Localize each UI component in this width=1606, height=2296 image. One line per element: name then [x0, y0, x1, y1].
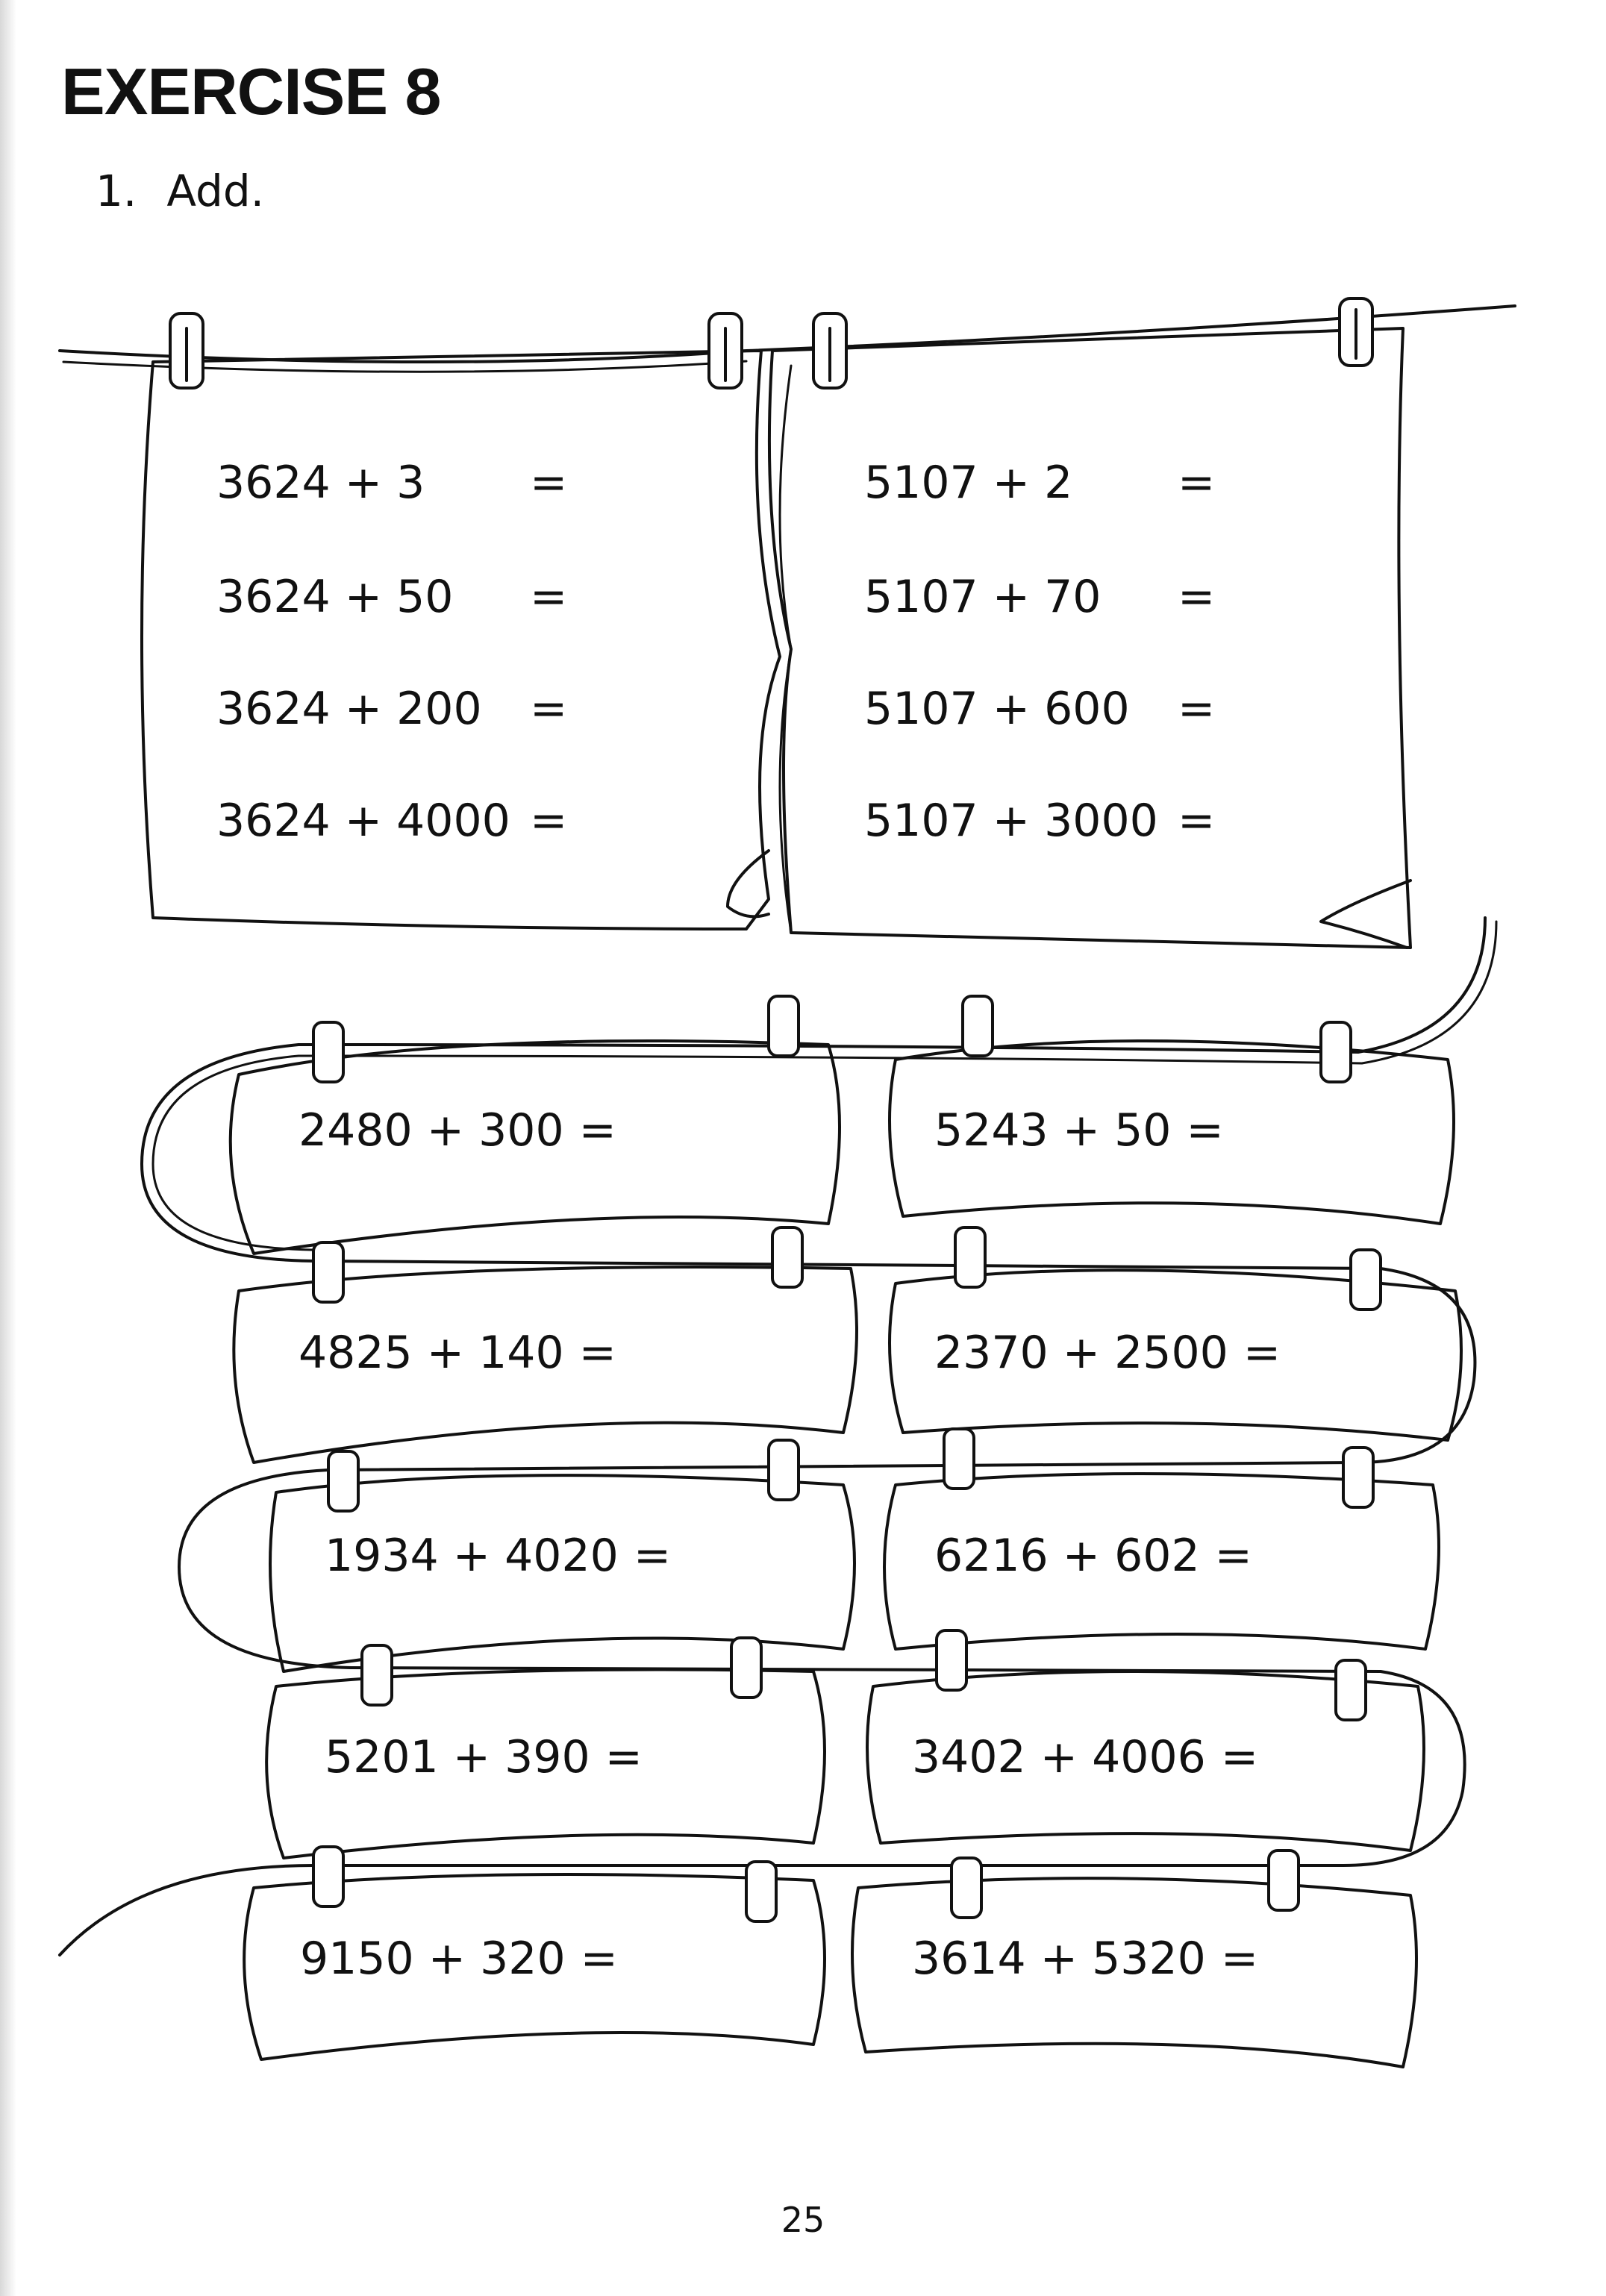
- equation-expression: 4825 + 140: [299, 1327, 564, 1379]
- equals-sign: =: [604, 1731, 643, 1783]
- equation-expression: 9150 + 320: [300, 1933, 566, 1985]
- peg-icon: [769, 996, 799, 1056]
- equals-sign: =: [578, 1104, 616, 1157]
- equals-sign: =: [1220, 1731, 1259, 1783]
- equals-sign: =: [1186, 1104, 1224, 1157]
- peg-icon: [769, 1440, 799, 1500]
- equals-sign: =: [1220, 1933, 1259, 1985]
- top-clothesline: [60, 306, 1515, 362]
- towel-equation: [325, 1530, 671, 1582]
- equation-expression: 2480 + 300: [299, 1104, 564, 1157]
- equals-sign: =: [1178, 457, 1216, 509]
- instruction-text: Add.: [166, 166, 265, 216]
- towel-equation: [934, 1530, 1252, 1582]
- peg-icon: [963, 996, 993, 1056]
- equals-sign: =: [1243, 1327, 1281, 1379]
- peg-icon: [1336, 1660, 1366, 1720]
- sheet-equation: [216, 571, 567, 623]
- peg-icon: [955, 1227, 985, 1287]
- peg-icon: [709, 313, 742, 388]
- towel-equation: [912, 1731, 1258, 1783]
- peg-icon: [313, 1242, 343, 1302]
- equation-expression: 5107 + 600: [864, 683, 1130, 735]
- peg-icon: [813, 313, 846, 388]
- equation-expression: 5201 + 390: [325, 1731, 590, 1783]
- equation-expression: 3624 + 3: [216, 457, 425, 509]
- equation-expression: 5243 + 50: [934, 1104, 1172, 1157]
- peg-icon: [952, 1858, 981, 1918]
- winding-clothesline: [60, 918, 1485, 1955]
- sheet-equation: [864, 795, 1215, 847]
- question-number: 1.: [96, 166, 137, 216]
- peg-icon: [1343, 1448, 1373, 1507]
- equation-expression: 3624 + 200: [216, 683, 482, 735]
- equation-expression: 5107 + 70: [864, 571, 1102, 623]
- equation-expression: 3624 + 50: [216, 571, 454, 623]
- peg-icon: [731, 1638, 761, 1698]
- sheet-equation: [216, 683, 567, 735]
- sheet-equation: [864, 571, 1215, 623]
- peg-icon: [746, 1862, 776, 1921]
- peg-icon: [944, 1429, 974, 1489]
- towel-equation: [299, 1327, 616, 1379]
- peg-icon: [1340, 298, 1372, 366]
- sheet-equation: [864, 457, 1215, 509]
- peg-icon: [170, 313, 203, 388]
- towel-equation: [325, 1731, 643, 1783]
- towel-equation: [934, 1327, 1281, 1379]
- equals-sign: =: [1178, 795, 1216, 847]
- peg-icon: [328, 1451, 358, 1511]
- peg-icon: [313, 1847, 343, 1906]
- equation-expression: 3614 + 5320: [912, 1933, 1206, 1985]
- equals-sign: =: [530, 457, 568, 509]
- equals-sign: =: [530, 571, 568, 623]
- page-number: 25: [781, 2200, 825, 2240]
- peg-icon: [937, 1630, 966, 1690]
- equals-sign: =: [580, 1933, 618, 1985]
- equals-sign: =: [1178, 683, 1216, 735]
- towel-equation: [934, 1104, 1224, 1157]
- sheet-equation: [216, 795, 567, 847]
- equation-expression: 5107 + 2: [864, 457, 1073, 509]
- equation-expression: 3624 + 4000: [216, 795, 510, 847]
- peg-icon: [1351, 1250, 1381, 1310]
- equals-sign: =: [530, 683, 568, 735]
- towel-equation: [299, 1104, 616, 1157]
- equals-sign: =: [530, 795, 568, 847]
- towel-equation: [912, 1933, 1258, 1985]
- equation-expression: 6216 + 602: [934, 1530, 1200, 1582]
- right-sheet: [769, 328, 1410, 948]
- equation-expression: 1934 + 4020: [325, 1530, 619, 1582]
- equation-expression: 3402 + 4006: [912, 1731, 1206, 1783]
- equals-sign: =: [1214, 1530, 1252, 1582]
- equals-sign: =: [1178, 571, 1216, 623]
- equation-expression: 2370 + 2500: [934, 1327, 1228, 1379]
- towel-equation: [300, 1933, 618, 1985]
- sheet-equation: [216, 457, 567, 509]
- equals-sign: =: [633, 1530, 672, 1582]
- peg-icon: [772, 1227, 802, 1287]
- peg-icon: [313, 1022, 343, 1082]
- equals-sign: =: [578, 1327, 616, 1379]
- peg-icon: [362, 1645, 392, 1705]
- exercise-title: EXERCISE 8: [61, 54, 441, 128]
- peg-icon: [1321, 1022, 1351, 1082]
- sheet-equation: [864, 683, 1215, 735]
- equation-expression: 5107 + 3000: [864, 795, 1158, 847]
- peg-icon: [1269, 1851, 1299, 1910]
